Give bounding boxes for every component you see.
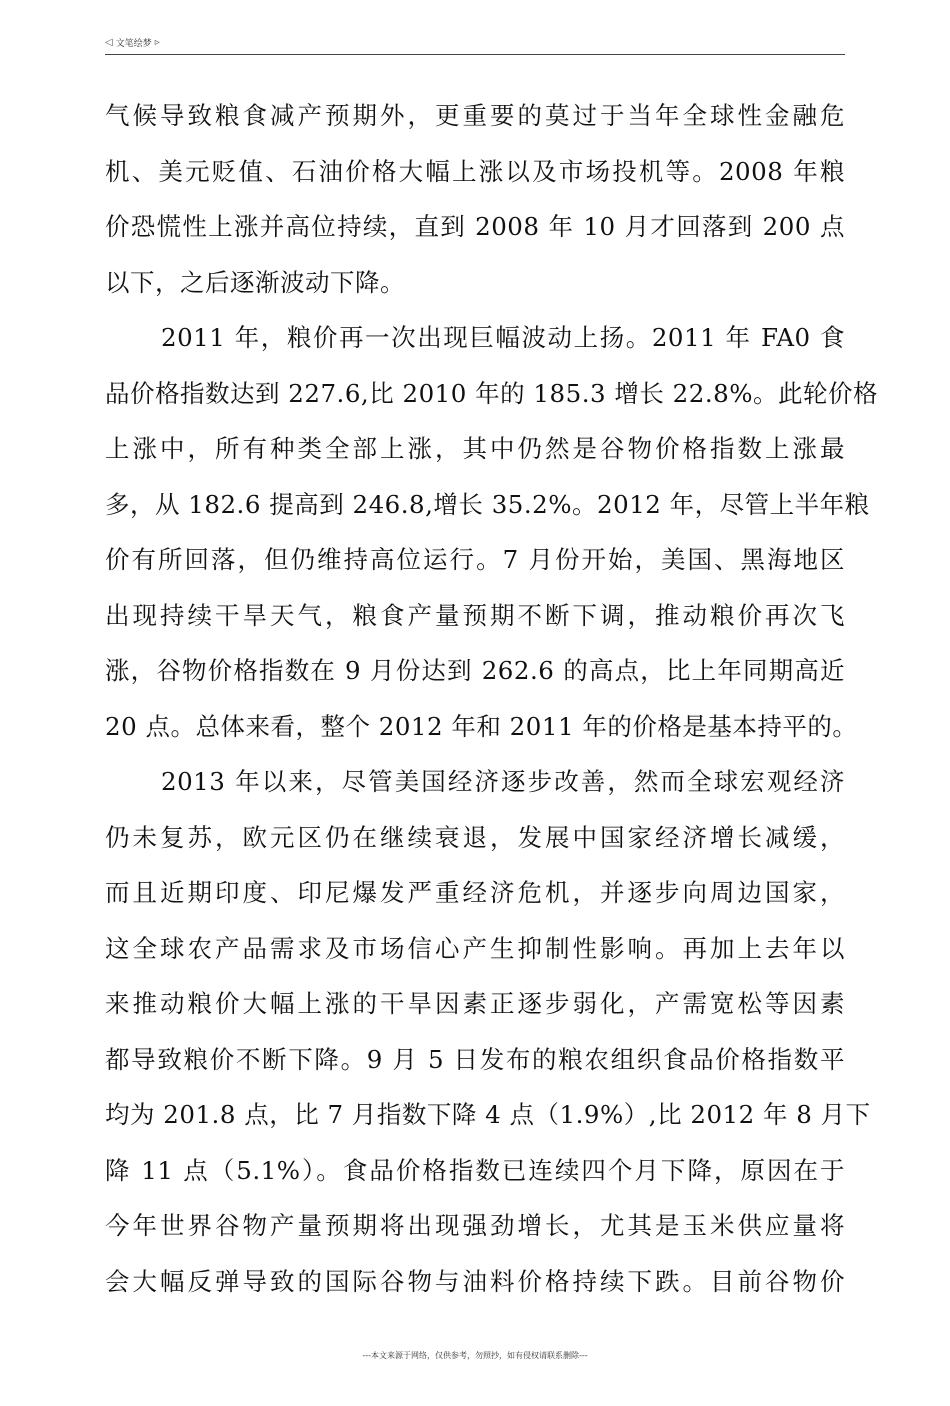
left-triangle-icon: ◁ bbox=[105, 37, 113, 48]
body-line: 气候导致粮食减产预期外，更重要的莫过于当年全球性金融危 bbox=[105, 101, 845, 130]
body-line: 机、美元贬值、石油价格大幅上涨以及市场投机等。2008 年粮 bbox=[105, 156, 845, 186]
document-body bbox=[105, 88, 878, 1309]
body-line: 都导致粮价不断下降。9 月 5 日发布的粮农组织食品价格指数平 bbox=[105, 1044, 845, 1074]
body-line: 今年世界谷物产量预期将出现强劲增长，尤其是玉米供应量将 bbox=[105, 1211, 845, 1240]
body-line: 价有所回落，但仍维持高位运行。7 月份开始，美国、黑海地区 bbox=[105, 545, 845, 574]
page-header bbox=[105, 36, 845, 55]
body-line: 来推动粮价大幅上涨的干旱因素正逐步弱化，产需宽松等因素 bbox=[105, 989, 845, 1018]
body-line: 品价格指数达到 227.6,比 2010 年的 185.3 增长 22.8%。此轮价格 bbox=[105, 378, 878, 408]
body-line: 涨，谷物价格指数在 9 月份达到 262.6 的高点，比上年同期高近 bbox=[105, 656, 845, 685]
body-line: 多，从 182.6 提高到 246.8,增长 35.2%。2012 年，尽管上半年粮 bbox=[105, 489, 870, 519]
body-line: 上涨中，所有种类全部上涨，其中仍然是谷物价格指数上涨最 bbox=[105, 434, 845, 463]
page-footer: ---本文来源于网络，仅供参考，勿照抄，如有侵权请联系删除--- bbox=[362, 1351, 588, 1360]
header-title: 文笔绘梦 bbox=[115, 39, 152, 49]
body-line: 降 11 点（5.1%）。食品价格指数已连续四个月下降，原因在于 bbox=[105, 1155, 845, 1185]
body-line: 出现持续干旱天气，粮食产量预期不断下调，推动粮价再次飞 bbox=[105, 600, 845, 630]
body-line: 这全球农产品需求及市场信心产生抑制性影响。再加上去年以 bbox=[105, 933, 845, 963]
body-line: 仍未复苏，欧元区仍在继续衰退，发展中国家经济增长减缓， bbox=[105, 822, 845, 852]
paragraph-first-line: 2013 年以来，尽管美国经济逐步改善，然而全球宏观经济 bbox=[161, 767, 845, 796]
paragraph-first-line: 2011 年，粮价再一次出现巨幅波动上扬。2011 年 FA0 食 bbox=[161, 323, 845, 352]
body-line: 会大幅反弹导致的国际谷物与油料价格持续下跌。目前谷物价 bbox=[105, 1266, 845, 1296]
right-triangle-icon: ▹ bbox=[154, 37, 160, 48]
body-line: 以下，之后逐渐波动下降。 bbox=[105, 267, 405, 297]
body-line: 均为 201.8 点，比 7 月指数下降 4 点（1.9%）,比 2012 年 8 月下 bbox=[105, 1100, 871, 1129]
body-line: 价恐慌性上涨并高位持续，直到 2008 年 10 月才回落到 200 点 bbox=[105, 212, 845, 241]
body-line: 而且近期印度、印尼爆发严重经济危机，并逐步向周边国家， bbox=[105, 878, 845, 907]
body-line: 20 点。总体来看，整个 2012 年和 2011 年的价格是基本持平的。 bbox=[105, 711, 858, 741]
